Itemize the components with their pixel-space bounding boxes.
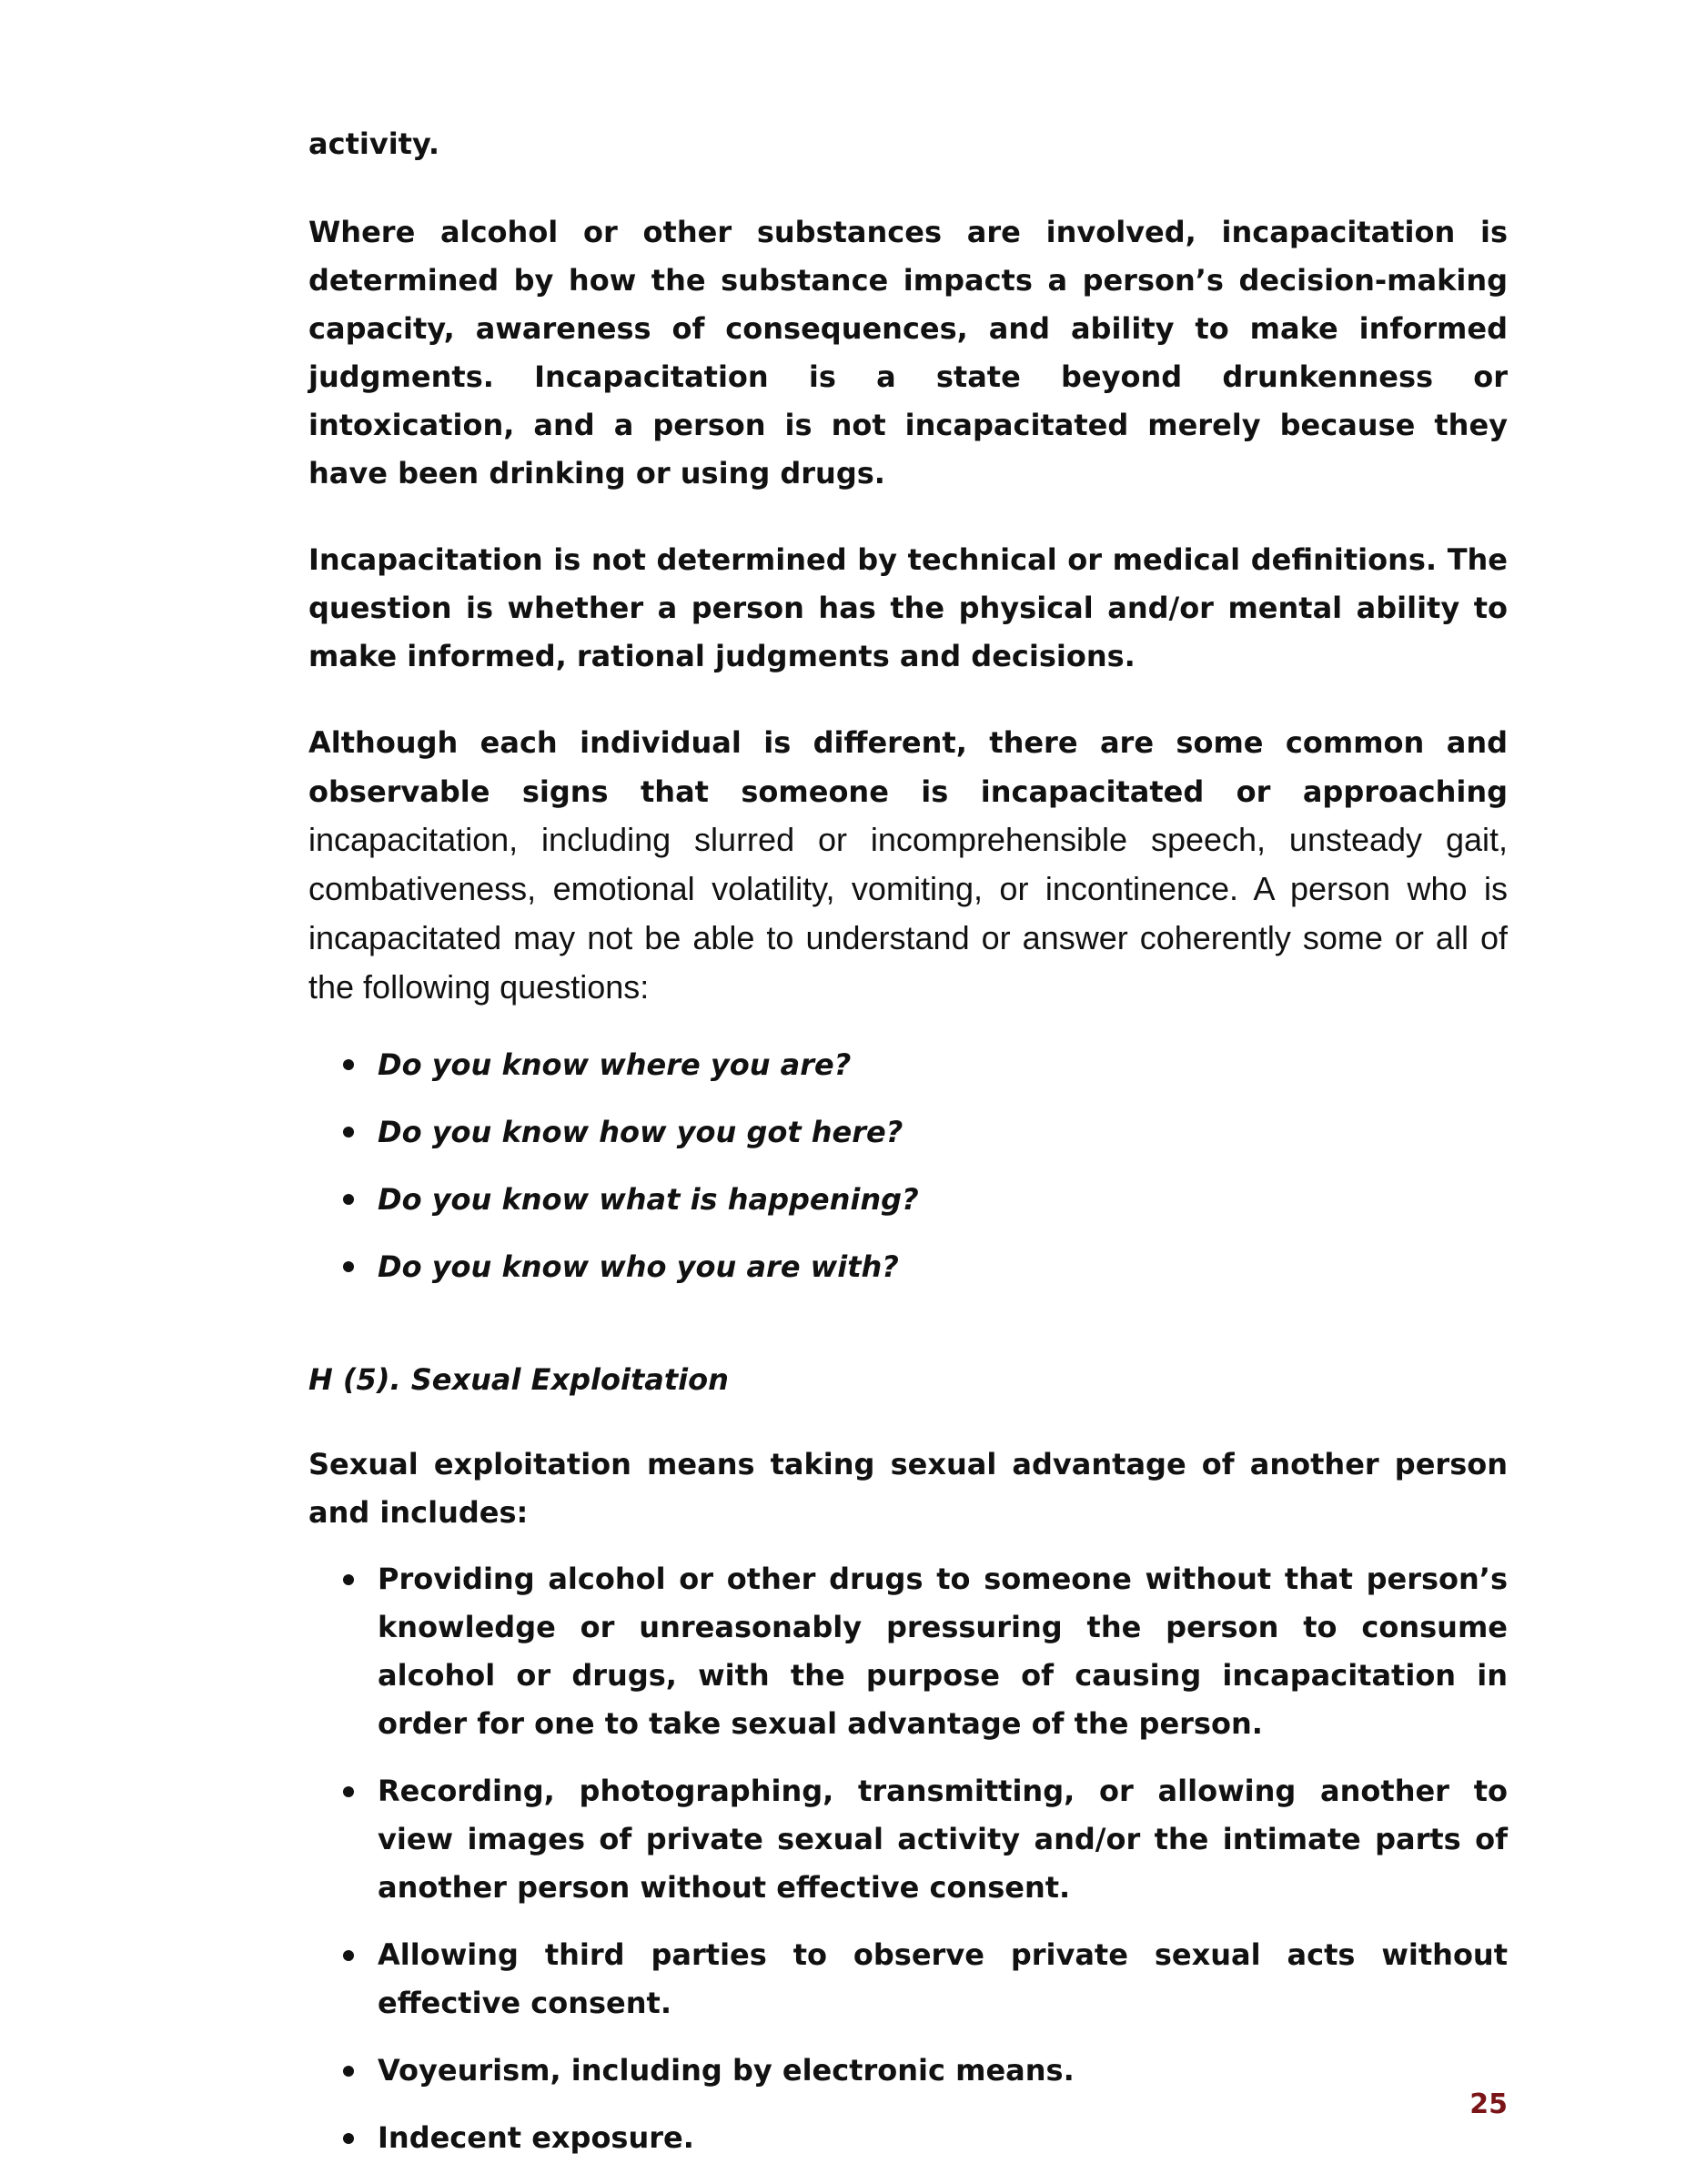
list-item xyxy=(308,1555,1508,1748)
question-list xyxy=(308,1040,1508,1291)
list-item xyxy=(308,2047,1508,2095)
list-item xyxy=(308,1040,1508,1089)
list-item xyxy=(308,1767,1508,1912)
paragraph-definition: Incapacitation is not determined by technical or medical definitions. The question is whether a person has the physical and/or mental ability to make informed, rational judgments and decisions. xyxy=(308,542,1508,673)
section-heading: H (5). Sexual Exploitation xyxy=(308,1362,729,1397)
bullet-icon xyxy=(343,1786,354,1797)
list-item xyxy=(308,1175,1508,1224)
item-text: Recording, photographing, transmitting, or allowing another to view images of private sexual activity and/or the intimate parts of another person without effective consent. xyxy=(378,1774,1508,1905)
list-item xyxy=(308,1242,1508,1291)
page-number: 25 xyxy=(1469,2088,1508,2120)
paragraph-signs xyxy=(308,719,1508,1013)
question-text: Do you know what is happening? xyxy=(378,1182,919,1217)
section-intro: Sexual exploitation means taking sexual advantage of another person and includes: xyxy=(308,1447,1508,1530)
question-text: Do you know where you are? xyxy=(378,1047,852,1082)
signs-regular-text: incapacitation, including slurred or incomprehensible speech, unsteady gait, combativeness, emotional volatility, vomiting, or incontinence. A person who is incapacitated may not be able to understand or answer coherently some or all of the following questions: xyxy=(308,821,1508,1006)
bullet-icon xyxy=(343,1194,354,1205)
list-item xyxy=(308,2114,1508,2162)
bullet-icon xyxy=(343,1574,354,1585)
list-item xyxy=(308,1931,1508,2027)
question-text: Do you know who you are with? xyxy=(378,1249,899,1284)
document-page xyxy=(308,120,1508,2181)
bullet-icon xyxy=(343,2066,354,2077)
question-text: Do you know how you got here? xyxy=(378,1115,903,1149)
bullet-icon xyxy=(343,1059,354,1070)
item-text: Providing alcohol or other drugs to someone without that person’s knowledge or unreasonably pressuring the person to consume alcohol or drugs, with the purpose of causing incapacitation in order for one to take sexual advantage of the person. xyxy=(378,1562,1508,1741)
list-item xyxy=(308,1107,1508,1157)
paragraph-substances: Where alcohol or other substances are involved, incapacitation is determined by how the substance impacts a person’s decision-making capacity, awareness of consequences, and ability to make informed judgments. Incapacitation is a state beyond drunkenness or intoxication, and a person is not incapacitated merely because they have been drinking or using drugs. xyxy=(308,215,1508,490)
bullet-icon xyxy=(343,1261,354,1272)
item-text: Indecent exposure. xyxy=(378,2120,694,2155)
exploitation-list xyxy=(308,1555,1508,2162)
paragraph-activity: activity. xyxy=(308,126,440,161)
item-text: Allowing third parties to observe private sexual acts without effective consent. xyxy=(378,1937,1508,2020)
bullet-icon xyxy=(343,1127,354,1138)
bullet-icon xyxy=(343,1950,354,1961)
signs-bold-text: Although each individual is different, there are some common and observable signs that someone is incapacitated or approaching xyxy=(308,725,1508,809)
item-text: Voyeurism, including by electronic means. xyxy=(378,2053,1075,2088)
bullet-icon xyxy=(343,2133,354,2144)
